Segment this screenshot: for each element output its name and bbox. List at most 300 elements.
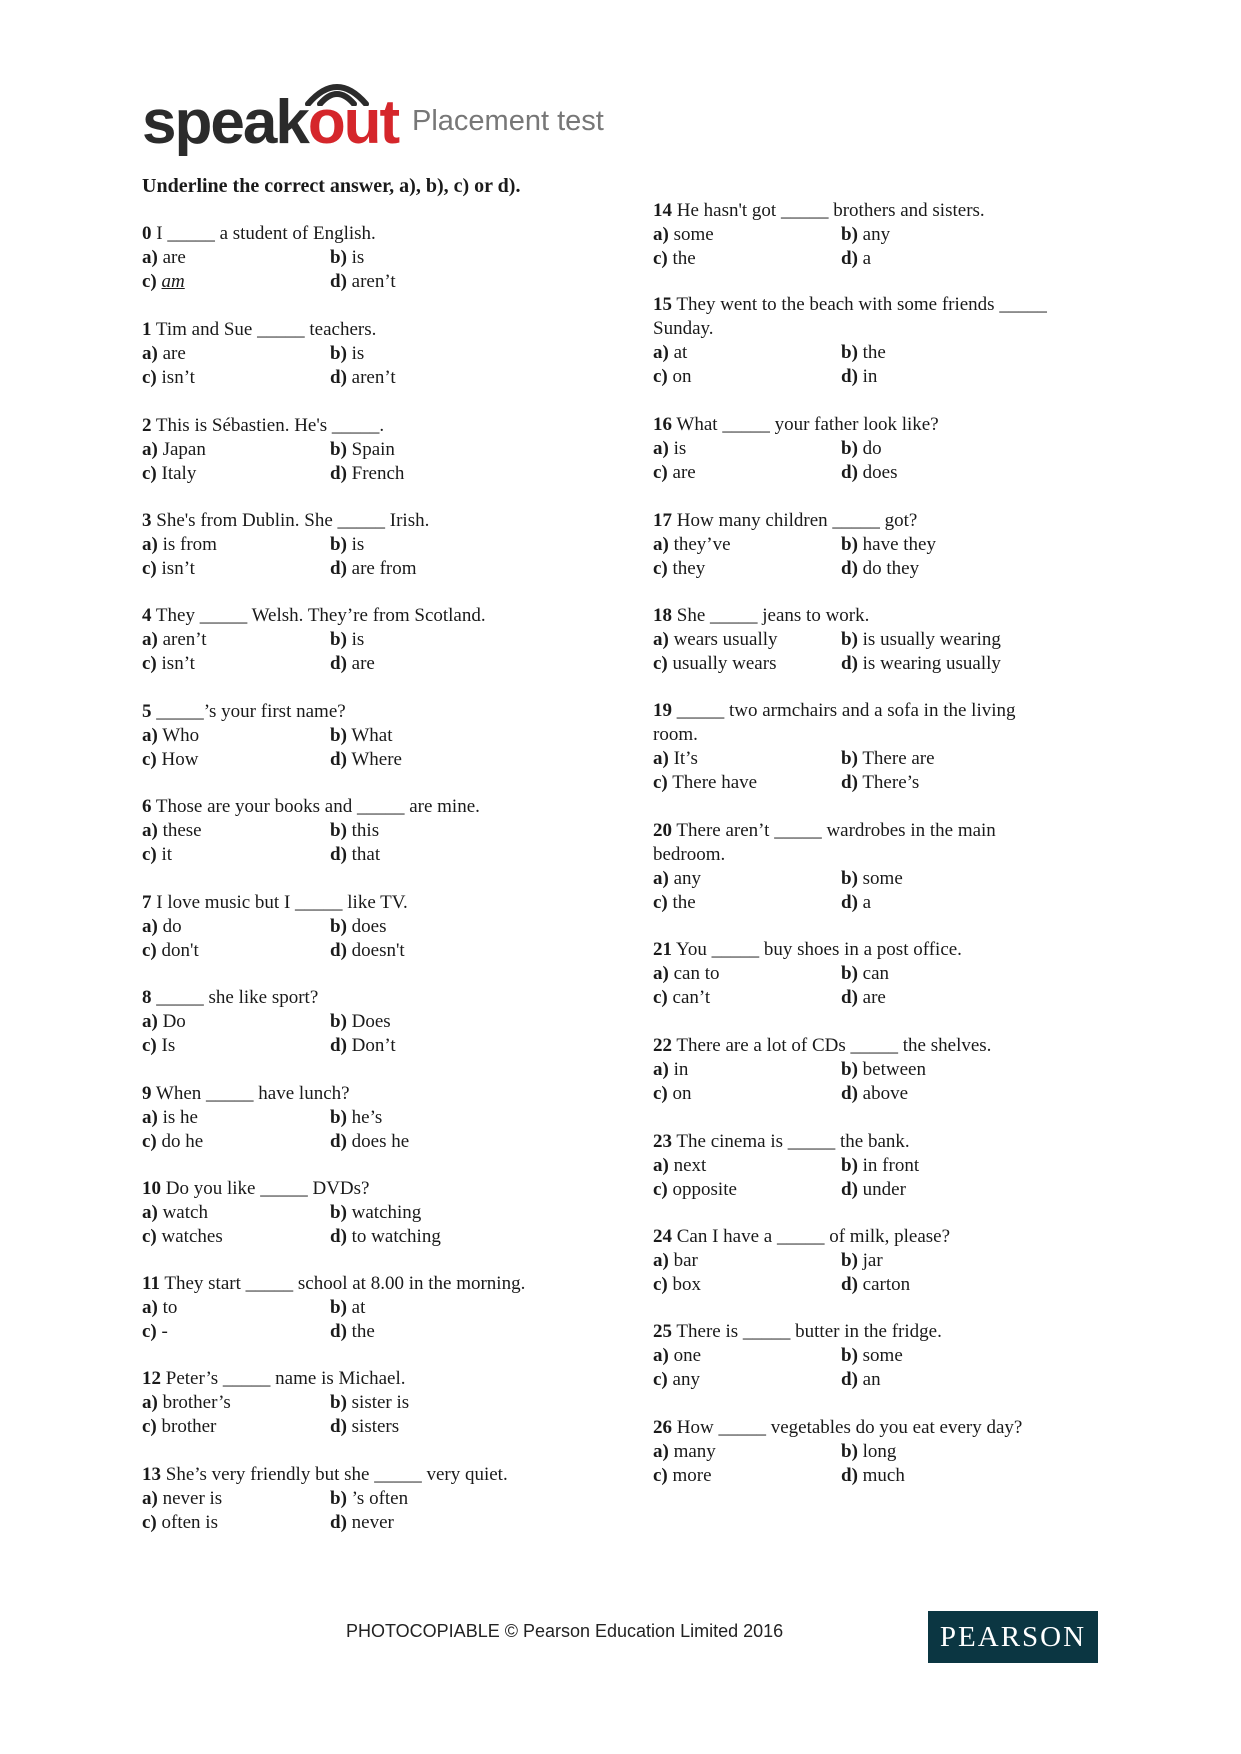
option-b[interactable] [841, 867, 903, 891]
options-row [653, 1249, 1213, 1273]
option-b[interactable] [841, 962, 889, 986]
option-a[interactable] [142, 628, 207, 652]
option-letter: a) [653, 1059, 669, 1080]
option-letter: a) [142, 534, 158, 555]
option-d[interactable] [330, 366, 396, 390]
option-c[interactable] [142, 1511, 218, 1535]
option-c[interactable] [142, 1130, 203, 1154]
option-a[interactable] [653, 1440, 716, 1464]
stem-text: How many children [676, 510, 828, 531]
options-row [653, 1178, 1213, 1202]
option-letter: c) [653, 366, 668, 387]
option-letter: c) [142, 367, 157, 388]
option-letter: b) [330, 247, 347, 268]
option-letter: d) [330, 1416, 347, 1437]
option-letter: a) [142, 343, 158, 364]
option-b[interactable] [330, 533, 364, 557]
option-letter: b) [330, 1392, 347, 1413]
option-text: aren’t [351, 271, 396, 292]
option-d[interactable] [841, 557, 919, 581]
option-text: usually wears [672, 653, 777, 674]
option-b[interactable] [841, 1249, 883, 1273]
options-row [653, 986, 1213, 1010]
option-letter: a) [653, 868, 669, 889]
option-a[interactable] [142, 1201, 208, 1225]
option-text: are [351, 653, 375, 674]
option-text: above [862, 1083, 909, 1104]
option-text: never [351, 1512, 394, 1533]
option-a[interactable] [653, 867, 701, 891]
option-text: aren’t [351, 367, 396, 388]
option-a[interactable] [142, 724, 199, 748]
answer-blank: _____ [710, 605, 758, 626]
option-a[interactable] [142, 1010, 186, 1034]
answer-blank: _____ [787, 1131, 836, 1152]
option-text: this [351, 820, 380, 841]
option-b[interactable] [330, 438, 395, 462]
stem-text: Tim and Sue [155, 319, 253, 340]
option-letter: b) [841, 1059, 858, 1080]
option-text: many [673, 1441, 716, 1462]
option-letter: a) [142, 820, 158, 841]
answer-blank: _____ [676, 700, 725, 721]
stem-text: When [155, 1083, 202, 1104]
question-19 [653, 699, 1213, 795]
answer-blank: _____ [331, 415, 380, 436]
stem-text: They went to the beach with some friends [676, 294, 995, 315]
option-d[interactable] [841, 1178, 906, 1202]
option-letter: c) [653, 1274, 668, 1295]
option-d[interactable] [330, 652, 375, 676]
option-d[interactable] [841, 771, 919, 795]
option-c[interactable] [653, 986, 710, 1010]
option-text: does [862, 462, 898, 483]
question-stem [653, 1034, 1213, 1058]
question-stem [142, 509, 702, 533]
options-row [653, 1058, 1213, 1082]
option-text: in [673, 1059, 689, 1080]
option-a[interactable] [142, 819, 202, 843]
option-b[interactable] [841, 341, 886, 365]
answer-blank: _____ [167, 223, 215, 244]
question-number: 13 [142, 1464, 161, 1485]
option-d[interactable] [330, 1130, 409, 1154]
option-d[interactable] [330, 557, 417, 581]
option-a[interactable] [653, 533, 731, 557]
option-text: at [351, 1297, 366, 1318]
options-row [142, 1415, 702, 1439]
option-a[interactable] [653, 962, 719, 986]
options-row [653, 247, 1213, 271]
stem-text: There are a lot of CDs [676, 1035, 846, 1056]
option-b[interactable] [330, 1201, 421, 1225]
option-c[interactable] [142, 557, 195, 581]
question-stem [653, 1130, 1213, 1154]
question-13 [142, 1463, 702, 1535]
option-c[interactable] [142, 652, 195, 676]
option-letter: a) [142, 916, 158, 937]
option-c[interactable] [653, 652, 776, 676]
option-text: he’s [351, 1107, 383, 1128]
option-letter: b) [841, 963, 858, 984]
option-c[interactable] [142, 939, 199, 963]
option-letter: a) [653, 748, 669, 769]
answer-blank: _____ [832, 510, 880, 531]
option-text: an [862, 1369, 881, 1390]
question-stem [142, 1463, 702, 1487]
option-d[interactable] [841, 1464, 905, 1488]
stem-text: Welsh. They’re from Scotland. [251, 605, 486, 626]
option-letter: b) [330, 1107, 347, 1128]
answer-blank: _____ [156, 701, 204, 722]
question-stem [142, 604, 702, 628]
option-text: some [862, 1345, 903, 1366]
stem-text: very quiet. [426, 1464, 508, 1485]
options-row [142, 652, 702, 676]
option-letter: c) [142, 463, 157, 484]
option-c[interactable] [653, 557, 705, 581]
option-text: isn’t [161, 653, 195, 674]
question-0 [142, 222, 702, 294]
option-text: There have [672, 772, 758, 793]
answer-blank: _____ [156, 987, 204, 1008]
stem-text: wardrobes in the main [826, 820, 996, 841]
option-text: long [862, 1441, 897, 1462]
option-text: any [862, 224, 891, 245]
option-b[interactable] [841, 1154, 919, 1178]
question-15 [653, 293, 1213, 389]
options-row [653, 557, 1213, 581]
option-b[interactable] [330, 1391, 409, 1415]
answer-blank: _____ [718, 1417, 766, 1438]
option-a[interactable] [142, 1391, 231, 1415]
options-row [653, 1154, 1213, 1178]
options-row [142, 1106, 702, 1130]
stem-text: This is Sébastien. He's [155, 415, 328, 436]
option-d[interactable] [841, 1273, 910, 1297]
answer-blank: _____ [257, 319, 305, 340]
option-c[interactable] [653, 1082, 692, 1106]
stem-text: Sunday. [653, 318, 714, 339]
options-row [142, 366, 702, 390]
option-letter: a) [653, 629, 669, 650]
option-d[interactable] [330, 1415, 399, 1439]
option-letter: c) [653, 653, 668, 674]
option-d[interactable] [330, 939, 405, 963]
question-stem [142, 700, 702, 724]
question-number: 23 [653, 1131, 672, 1152]
options-row [653, 1368, 1213, 1392]
option-letter: d) [841, 772, 858, 793]
option-d[interactable] [330, 1320, 375, 1344]
options-row [142, 1487, 702, 1511]
option-letter: a) [142, 1107, 158, 1128]
option-b[interactable] [330, 1010, 391, 1034]
options-row [653, 652, 1213, 676]
question-stem-continued [653, 723, 1213, 747]
options-row [653, 1273, 1213, 1297]
option-text: brother [161, 1416, 217, 1437]
option-c[interactable] [653, 1368, 700, 1392]
stem-text: There is [676, 1321, 739, 1342]
question-number: 17 [653, 510, 672, 531]
option-c[interactable] [653, 365, 692, 389]
question-stem [653, 699, 1213, 723]
option-a[interactable] [653, 1249, 698, 1273]
option-b[interactable] [330, 628, 364, 652]
option-b[interactable] [841, 533, 936, 557]
option-letter: c) [142, 844, 157, 865]
option-b[interactable] [841, 747, 935, 771]
question-11 [142, 1272, 702, 1344]
option-c[interactable] [142, 748, 198, 772]
option-letter: d) [841, 248, 858, 269]
stem-text: She's from Dublin. She [156, 510, 333, 531]
option-d[interactable] [841, 986, 886, 1010]
option-text: Don’t [351, 1035, 396, 1056]
option-letter: c) [653, 1083, 668, 1104]
option-c[interactable] [142, 270, 185, 294]
option-d[interactable] [841, 1368, 881, 1392]
option-letter: c) [142, 940, 157, 961]
option-letter: b) [841, 438, 858, 459]
option-letter: b) [330, 725, 347, 746]
option-letter: d) [841, 653, 858, 674]
option-text: that [351, 844, 381, 865]
stem-text: Irish. [389, 510, 430, 531]
option-text: doesn't [351, 940, 405, 961]
option-b[interactable] [330, 1296, 365, 1320]
stem-text: teachers. [309, 319, 377, 340]
stem-text: are mine. [409, 796, 480, 817]
option-b[interactable] [330, 915, 386, 939]
option-b[interactable] [330, 1106, 382, 1130]
option-letter: c) [653, 1369, 668, 1390]
option-c[interactable] [653, 1178, 737, 1202]
option-letter: a) [142, 629, 158, 650]
option-a[interactable] [142, 342, 186, 366]
option-a[interactable] [653, 341, 687, 365]
option-text: is usually wearing [862, 629, 1001, 650]
options-row [142, 1201, 702, 1225]
stem-text: have lunch? [258, 1083, 350, 1104]
option-c[interactable] [653, 1273, 701, 1297]
pearson-logo: PEARSON [928, 1611, 1098, 1663]
option-letter: a) [142, 725, 158, 746]
option-c[interactable] [142, 1225, 223, 1249]
option-text: the [862, 342, 886, 363]
option-letter: d) [330, 653, 347, 674]
question-22 [653, 1034, 1213, 1106]
option-letter: b) [841, 629, 858, 650]
option-letter: c) [653, 892, 668, 913]
question-stem [142, 414, 702, 438]
answer-blank: _____ [337, 510, 386, 531]
option-a[interactable] [142, 246, 186, 270]
option-a[interactable] [653, 628, 778, 652]
options-row [142, 819, 702, 843]
option-d[interactable] [841, 652, 1001, 676]
options-row [653, 891, 1213, 915]
option-letter: c) [653, 1465, 668, 1486]
question-8 [142, 986, 702, 1058]
question-number: 14 [653, 200, 672, 221]
option-c[interactable] [142, 366, 195, 390]
option-b[interactable] [841, 1058, 926, 1082]
option-d[interactable] [330, 1511, 394, 1535]
instruction: Underline the correct answer, a), b), c) or d). [142, 175, 521, 197]
stem-text: Do you like [165, 1178, 256, 1199]
option-a[interactable] [653, 747, 698, 771]
option-c[interactable] [653, 891, 696, 915]
stem-text: got? [884, 510, 918, 531]
option-b[interactable] [841, 1344, 903, 1368]
option-b[interactable] [841, 223, 890, 247]
option-letter: b) [330, 629, 347, 650]
question-1 [142, 318, 702, 390]
stem-text: of milk, please? [829, 1226, 951, 1247]
option-text: is wearing usually [862, 653, 1001, 674]
answer-blank: _____ [774, 820, 822, 841]
option-a[interactable] [142, 438, 206, 462]
options-row [653, 365, 1213, 389]
option-d[interactable] [841, 247, 871, 271]
answer-blank: _____ [999, 294, 1047, 315]
options-row [653, 437, 1213, 461]
question-number: 4 [142, 605, 152, 626]
option-text: in [862, 366, 878, 387]
options-row [653, 1082, 1213, 1106]
stem-text: two armchairs and a sofa in the living [729, 700, 1016, 721]
stem-text: a student of English. [219, 223, 376, 244]
option-c[interactable] [142, 1320, 168, 1344]
option-d[interactable] [330, 1034, 396, 1058]
option-b[interactable] [330, 1487, 408, 1511]
option-text: is [351, 343, 365, 364]
option-b[interactable] [330, 819, 379, 843]
option-a[interactable] [142, 915, 182, 939]
question-24 [653, 1225, 1213, 1297]
options-row [653, 461, 1213, 485]
option-d[interactable] [841, 891, 871, 915]
question-21 [653, 938, 1213, 1010]
question-stem [653, 938, 1213, 962]
option-a[interactable] [653, 1344, 701, 1368]
answer-blank: _____ [711, 939, 760, 960]
options-row [142, 533, 702, 557]
option-text: a [862, 892, 872, 913]
options-row [142, 342, 702, 366]
option-c[interactable] [653, 771, 757, 795]
option-letter: b) [330, 534, 347, 555]
answer-blank: _____ [260, 1178, 308, 1199]
question-4 [142, 604, 702, 676]
option-d[interactable] [330, 843, 380, 867]
question-stem [142, 986, 702, 1010]
option-a[interactable] [142, 1487, 222, 1511]
option-letter: c) [142, 1035, 157, 1056]
question-23 [653, 1130, 1213, 1202]
option-text: Spain [351, 439, 395, 460]
option-letter: d) [330, 940, 347, 961]
question-stem-continued [653, 843, 1213, 867]
option-d[interactable] [841, 1082, 908, 1106]
option-d[interactable] [330, 270, 396, 294]
option-letter: d) [330, 844, 347, 865]
option-b[interactable] [841, 628, 1001, 652]
option-a[interactable] [142, 1296, 177, 1320]
option-letter: c) [142, 271, 157, 292]
option-d[interactable] [330, 748, 402, 772]
question-16 [653, 413, 1213, 485]
option-letter: a) [142, 247, 158, 268]
option-d[interactable] [330, 462, 404, 486]
options-row [142, 246, 702, 270]
option-text: can to [673, 963, 720, 984]
option-d[interactable] [841, 365, 877, 389]
option-c[interactable] [142, 1034, 175, 1058]
option-text: is [673, 438, 687, 459]
options-row [653, 533, 1213, 557]
question-25 [653, 1320, 1213, 1392]
options-row [142, 748, 702, 772]
option-a[interactable] [142, 533, 217, 557]
option-a[interactable] [653, 437, 686, 461]
question-stem [653, 819, 1213, 843]
answer-blank: _____ [776, 1226, 825, 1247]
option-c[interactable] [653, 247, 696, 271]
option-c[interactable] [142, 462, 196, 486]
stem-text: vegetables do you eat every day? [770, 1417, 1023, 1438]
option-b[interactable] [330, 246, 364, 270]
option-a[interactable] [653, 1154, 706, 1178]
question-number: 1 [142, 319, 152, 340]
option-b[interactable] [330, 342, 364, 366]
option-c[interactable] [142, 1415, 216, 1439]
option-b[interactable] [330, 724, 392, 748]
option-b[interactable] [841, 1440, 896, 1464]
options-row [653, 771, 1213, 795]
question-number: 5 [142, 701, 152, 722]
option-letter: d) [330, 1321, 347, 1342]
options-row [142, 628, 702, 652]
option-text: isn’t [161, 367, 195, 388]
option-d[interactable] [330, 1225, 441, 1249]
option-b[interactable] [841, 437, 882, 461]
option-c[interactable] [142, 843, 172, 867]
question-stem [653, 1320, 1213, 1344]
stem-text: your father look like? [774, 414, 939, 435]
option-letter: a) [653, 534, 669, 555]
question-stem [142, 1177, 702, 1201]
option-text: any [673, 868, 702, 889]
option-letter: a) [653, 1250, 669, 1271]
option-letter: d) [841, 892, 858, 913]
option-c[interactable] [653, 461, 696, 485]
logo-wordmark: speakout [142, 88, 399, 157]
option-text: wears usually [673, 629, 778, 650]
option-text: bar [673, 1250, 698, 1271]
question-number: 26 [653, 1417, 672, 1438]
option-letter: d) [330, 1131, 347, 1152]
option-a[interactable] [653, 223, 714, 247]
option-letter: b) [841, 1155, 858, 1176]
option-d[interactable] [841, 461, 897, 485]
option-a[interactable] [653, 1058, 688, 1082]
question-stem [653, 604, 1213, 628]
option-c[interactable] [653, 1464, 712, 1488]
option-a[interactable] [142, 1106, 198, 1130]
